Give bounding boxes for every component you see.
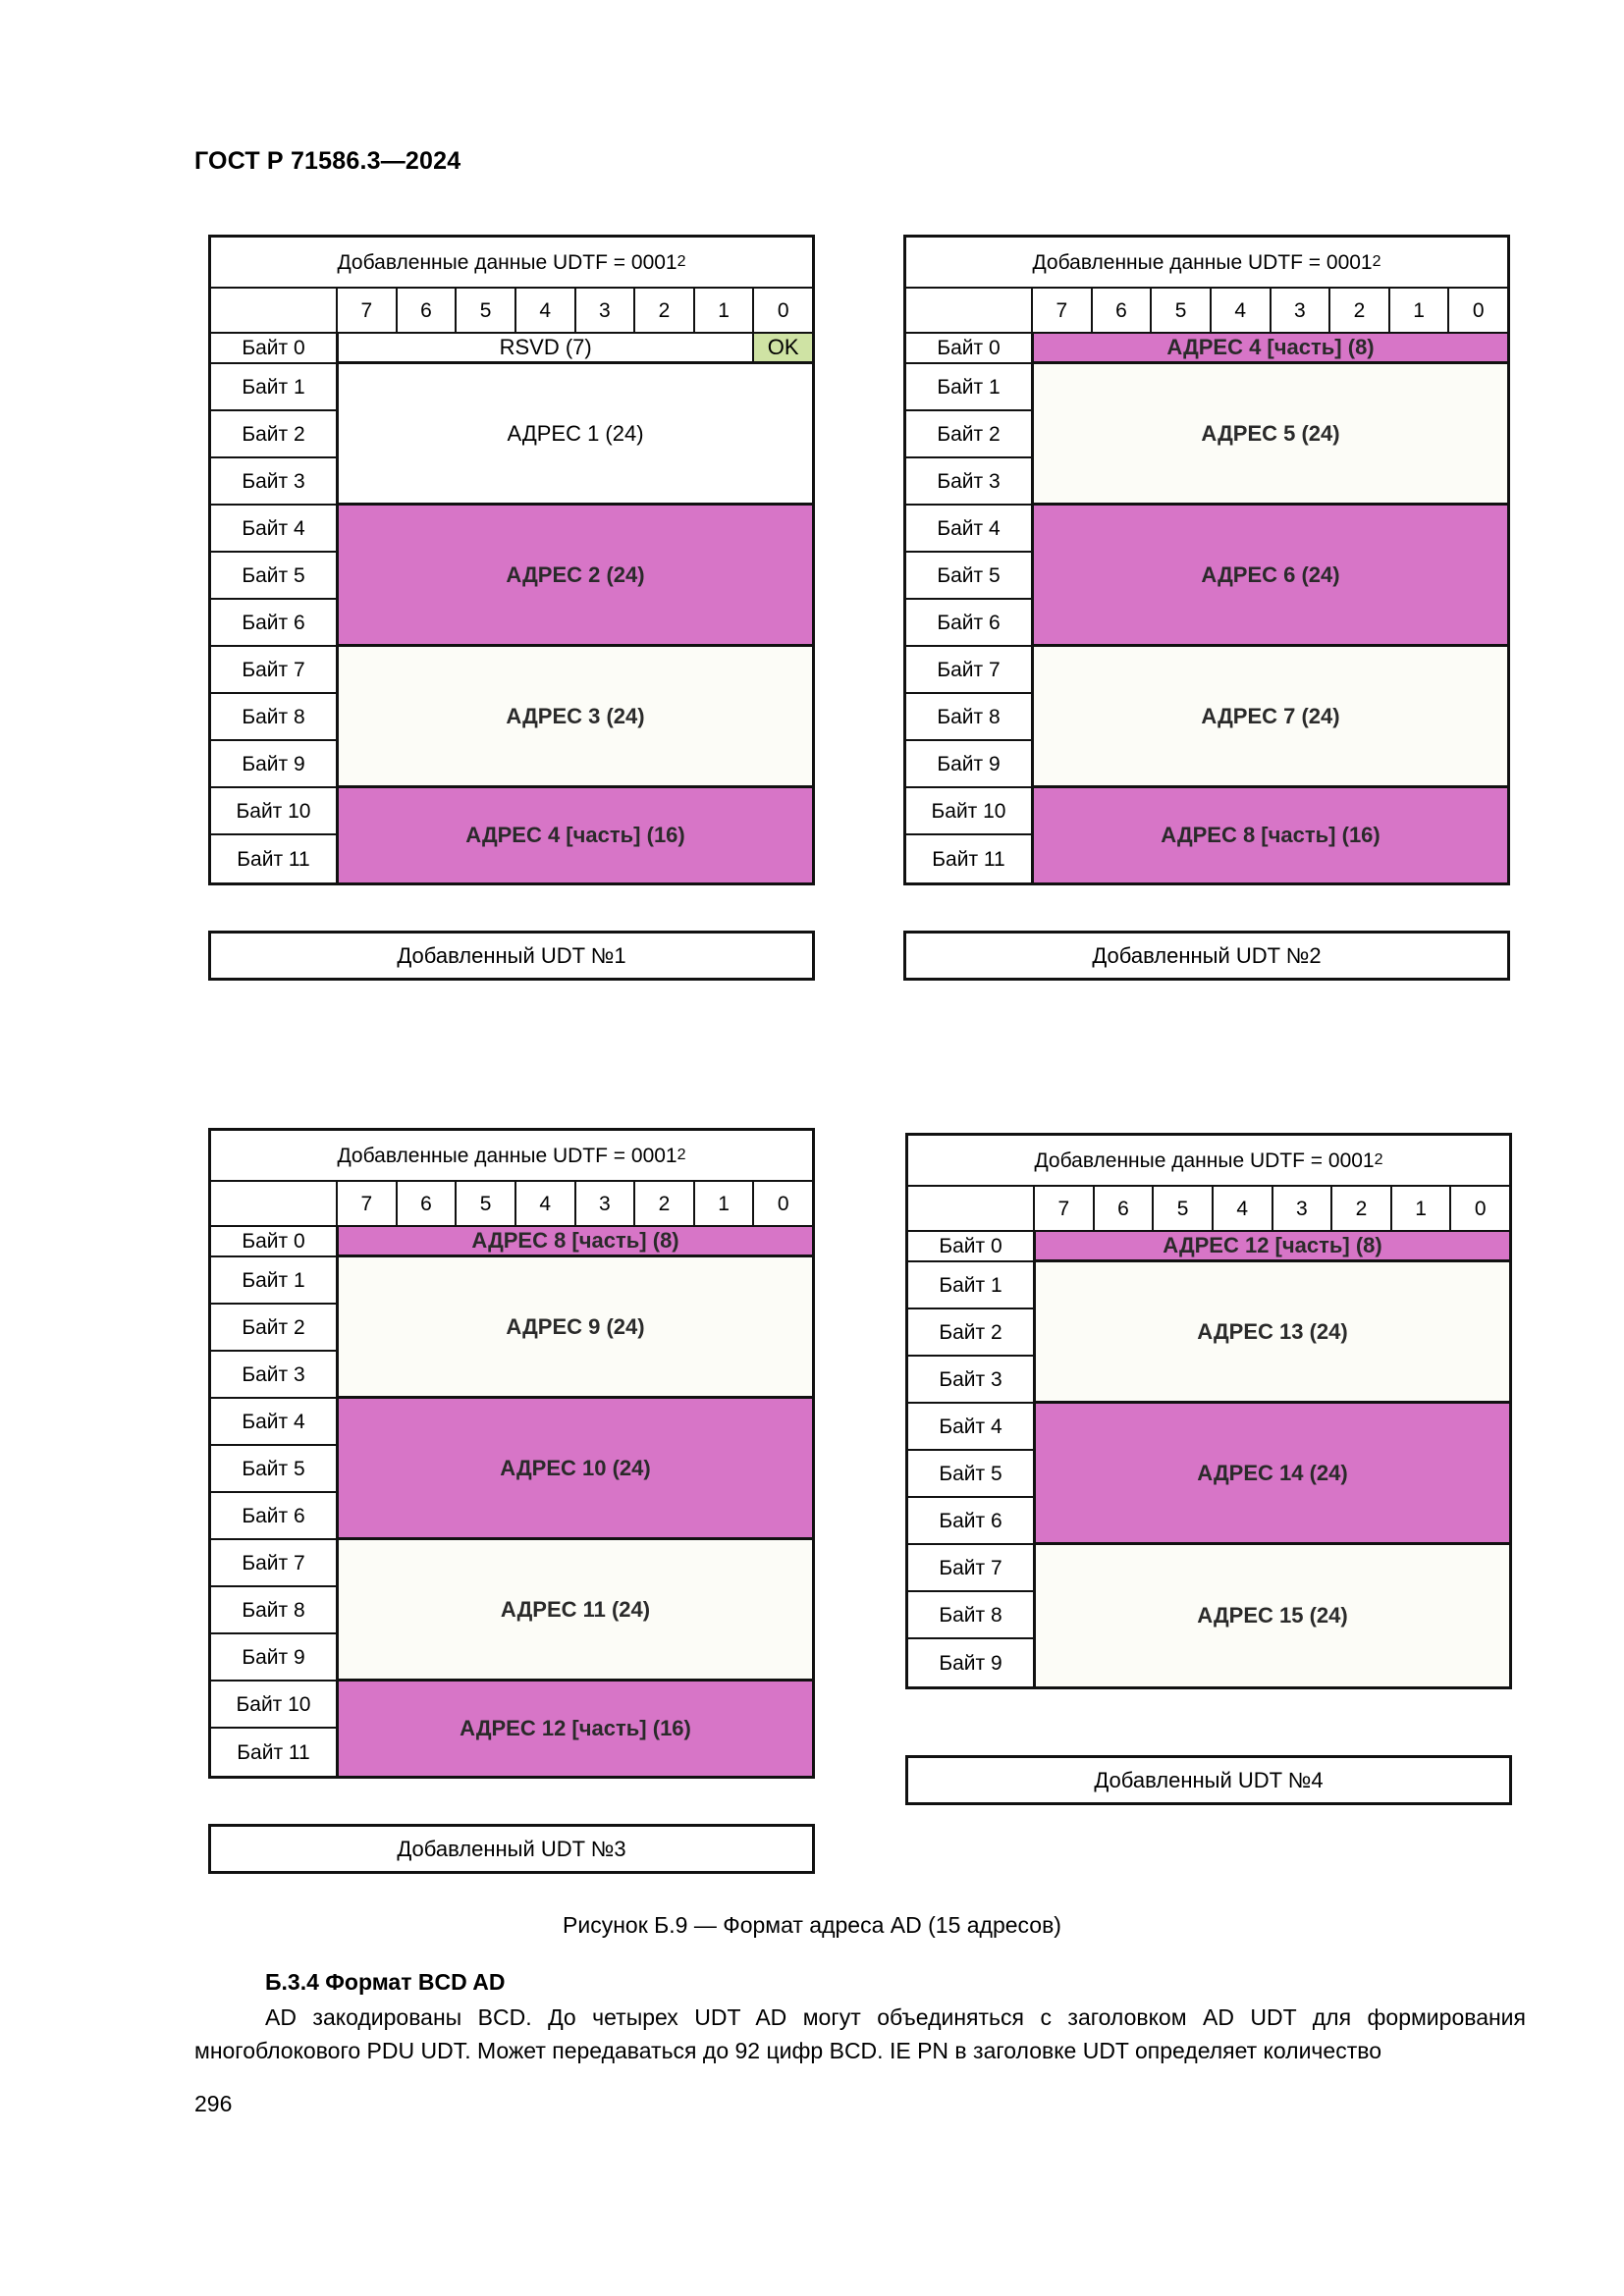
bit-header-corner [906,289,1031,334]
bit-label: 4 [514,289,574,334]
address-field: АДРЕС 14 (24) [1033,1404,1509,1545]
bit-label: 5 [1150,289,1210,334]
byte-label: Байт 2 [211,411,336,458]
address-field: АДРЕС 13 (24) [1033,1262,1509,1404]
bit-label: 1 [693,1182,753,1227]
byte-label: Байт 11 [932,847,1005,871]
table-title-subscript: 2 [677,253,686,270]
page-number: 296 [194,2091,233,2116]
byte-label: Байт 2 [908,1309,1033,1357]
byte-label: Байт 4 [211,506,336,553]
udt-table [208,235,815,885]
table-title-text: Добавленные данные UDTF = 0001 [1032,250,1373,274]
address-field: АДРЕС 9 (24) [336,1257,812,1399]
udt-caption: Добавленный UDT №3 [208,1824,815,1874]
byte-label: Байт 4 [908,1404,1033,1451]
byte-label: Байт 6 [906,600,1031,647]
bit-label: 7 [1033,1187,1093,1232]
bit-label: 1 [693,289,753,334]
address-field: АДРЕС 4 [часть] (16) [336,788,812,882]
bit-label: 3 [1272,1187,1331,1232]
byte-label: Байт 8 [211,694,336,741]
byte-label: Байт 5 [908,1451,1033,1498]
udt-caption: Добавленный UDT №1 [208,931,815,981]
address-field: АДРЕС 4 [часть] (8) [1031,334,1507,364]
bit-label: 7 [1031,289,1091,334]
byte-label: Байт 6 [211,600,336,647]
bit-label: 3 [574,289,634,334]
bit-label: 2 [633,289,693,334]
body-text: AD закодированы BCD. До четырех UDT AD могут объединяться с заголовком AD UDT для формирования многоблокового PDU UDT. Может передаваться до 92 цифр BCD. IE PN в заголовке UDT определяет количество [194,2004,1526,2063]
table-title-text: Добавленные данные UDTF = 0001 [1034,1148,1375,1172]
address-field: АДРЕС 2 (24) [336,506,812,647]
bit-label: 2 [633,1182,693,1227]
bit-label: 4 [1210,289,1270,334]
address-field: АДРЕС 10 (24) [336,1399,812,1540]
byte-label: Байт 8 [908,1592,1033,1639]
address-field: АДРЕС 8 [часть] (8) [336,1227,812,1257]
bit-label: 4 [1212,1187,1272,1232]
udt-caption: Добавленный UDT №2 [903,931,1510,981]
byte-label: Байт 0 [211,1227,336,1257]
byte-label: Байт 9 [939,1651,1002,1675]
byte-label: Байт 9 [906,741,1031,788]
bit-label: 5 [455,289,514,334]
byte-label: Байт 5 [906,553,1031,600]
bit-header-corner [211,1182,336,1227]
udt-table [208,1128,815,1779]
address-field: АДРЕС 15 (24) [1033,1545,1509,1686]
table-title-subscript: 2 [1374,1151,1383,1168]
byte-label: Байт 1 [906,364,1031,411]
bit-label: 0 [752,289,812,334]
bit-label: 5 [455,1182,514,1227]
table-title-text: Добавленные данные UDTF = 0001 [337,250,677,274]
bit-label: 1 [1390,1187,1450,1232]
bit-label: 2 [1330,1187,1390,1232]
byte-label: Байт 3 [908,1357,1033,1404]
bit-header-corner [908,1187,1033,1232]
bit-label: 6 [396,1182,456,1227]
byte-label: Байт 1 [908,1262,1033,1309]
udt-block-3 [208,1128,815,1874]
byte-label: Байт 11 [237,1740,310,1764]
address-field: АДРЕС 12 [часть] (8) [1033,1232,1509,1262]
byte-label: Байт 4 [906,506,1031,553]
byte-label: Байт 10 [906,788,1031,835]
byte-label: Байт 1 [211,1257,336,1305]
udt-block-1 [208,235,815,981]
table-title-subscript: 2 [677,1147,686,1163]
byte-label: Байт 5 [211,1446,336,1493]
address-field: АДРЕС 3 (24) [336,647,812,788]
byte-label: Байт 3 [906,458,1031,506]
address-field: АДРЕС 5 (24) [1031,364,1507,506]
byte-label: Байт 9 [211,741,336,788]
byte-label: Байт 9 [211,1634,336,1682]
byte-label: Байт 2 [211,1305,336,1352]
udt-block-2 [903,235,1510,981]
bit-label: 7 [336,1182,396,1227]
byte-label: Байт 3 [211,458,336,506]
bit-label: 0 [752,1182,812,1227]
byte-label: Байт 7 [211,1540,336,1587]
address-field: АДРЕС 1 (24) [336,364,812,506]
byte-label: Байт 2 [906,411,1031,458]
document-id: ГОСТ Р 71586.3—2024 [194,147,461,175]
bit-label: 0 [1449,1187,1509,1232]
udt-table [903,235,1510,885]
byte-label: Байт 6 [908,1498,1033,1545]
table-title-text: Добавленные данные UDTF = 0001 [337,1144,677,1167]
body-paragraph [194,2001,1526,2067]
table-title [211,238,812,289]
byte-label: Байт 4 [211,1399,336,1446]
bit-label: 7 [336,289,396,334]
bit-label: 1 [1388,289,1448,334]
byte-label: Байт 0 [211,334,336,364]
udt-table [905,1133,1512,1689]
bit-label: 3 [574,1182,634,1227]
byte-label: Байт 7 [906,647,1031,694]
section-title: Б.3.4 Формат BCD AD [265,1969,506,1995]
figure-caption: Рисунок Б.9 — Формат адреса AD (15 адресов) [563,1912,1061,1938]
byte-label: Байт 7 [211,647,336,694]
bit-label: 2 [1328,289,1388,334]
byte-label: Байт 10 [211,788,336,835]
byte-label: Байт 0 [908,1232,1033,1262]
address-field: АДРЕС 12 [часть] (16) [336,1682,812,1776]
bit-label: 6 [1093,1187,1153,1232]
byte-label: Байт 8 [906,694,1031,741]
bit-header-corner [211,289,336,334]
byte-label: Байт 11 [237,847,310,871]
byte-label: Байт 7 [908,1545,1033,1592]
address-field: RSVD (7) [336,334,752,364]
address-field: АДРЕС 6 (24) [1031,506,1507,647]
table-title [211,1131,812,1182]
udt-block-4 [905,1133,1512,1805]
byte-label: Байт 0 [906,334,1031,364]
byte-label: Байт 5 [211,553,336,600]
bit-label: 6 [396,289,456,334]
address-field: АДРЕС 7 (24) [1031,647,1507,788]
bit-label: 0 [1447,289,1507,334]
byte-label: Байт 10 [211,1682,336,1729]
byte-label: Байт 3 [211,1352,336,1399]
byte-label: Байт 8 [211,1587,336,1634]
table-title-subscript: 2 [1372,253,1381,270]
bit-label: 5 [1152,1187,1212,1232]
bit-label: 3 [1270,289,1329,334]
address-field: АДРЕС 11 (24) [336,1540,812,1682]
table-title [908,1136,1509,1187]
bit-label: 4 [514,1182,574,1227]
bit-label: 6 [1091,289,1151,334]
byte-label: Байт 1 [211,364,336,411]
udt-caption: Добавленный UDT №4 [905,1755,1512,1805]
address-field: АДРЕС 8 [часть] (16) [1031,788,1507,882]
ok-flag-cell: OK [752,334,812,364]
byte-label: Байт 6 [211,1493,336,1540]
table-title [906,238,1507,289]
